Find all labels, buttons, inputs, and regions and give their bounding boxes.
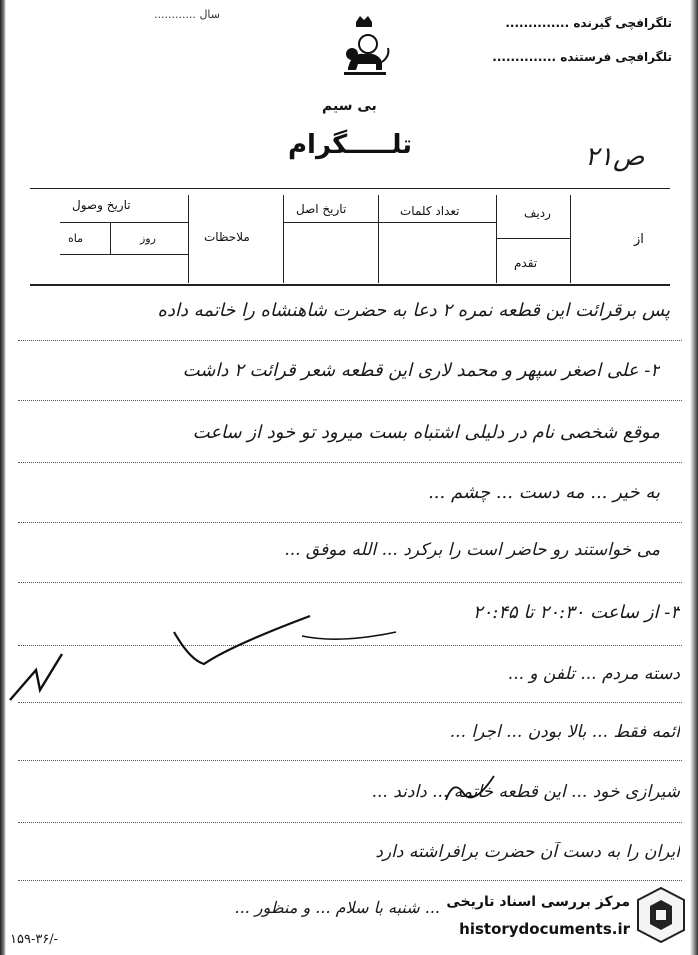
body-line: به خیر ... مه دست ... چشم ... [428,482,660,503]
body-line: موقع شخصی نام در دلیلی اشتباه بست میرود تو خود از ساعت [192,422,660,443]
margin-mark-scribble [6,650,66,710]
body-line: دسته مردم ... تلفن و ... [507,664,680,684]
day-label: روز [140,232,156,245]
remarks-label: ملاحظات [204,230,250,244]
body-line: ائمه فقط ... بالا بودن ... اجرا ... [449,722,680,742]
signature-scribble [440,770,500,810]
priority-label: تقدم [514,256,538,270]
scan-shadow-right [690,0,698,955]
row-number-label: ردیف [524,206,551,220]
receiver-operator-label: تلگرافچی گیرنده .............. [505,16,672,30]
watermark-title: مرکز بررسی اسناد تاریخی [446,894,630,910]
page-mark: ص۲۱ [585,142,645,172]
body-line: ... شنبه با سلام ... و منظور ... [234,898,440,917]
lion-and-sun-emblem [334,12,394,82]
document-title: تلـــــگرام [288,130,413,160]
document-reference-number: ۱۵۹-۳۶/- [10,932,59,947]
watermark-url: historydocuments.ir [459,920,630,938]
word-count-label: تعداد کلمات [400,204,460,218]
month-label: ماه [68,232,84,245]
scan-shadow-left [0,0,6,955]
year-label: سال ............ [153,8,220,21]
arrival-date-label: تاریخ وصول [72,198,131,212]
archive-logo-icon [636,886,686,944]
body-line: شیرازی خود ... این قطعه خاتمه ... دادند ... [371,782,680,802]
body-line: ۲- علی اصغر سپهر و محمد لاری این قطعه شعر قرائت ۲ داشت [182,360,660,381]
sender-operator-label: تلگرافچی فرستنده .............. [492,50,672,64]
body-line: ایران را به دست آن حضرت برافراشته دارد [375,842,680,862]
check-mark-scribble [170,612,320,672]
body-line: می خواستند رو حاضر است را برکرد ... الله موفق ... [284,540,660,560]
from-label: از [634,232,644,247]
body-line: ۳- از ساعت ۲۰:۳۰ تا ۲۰:۴۵ [472,602,680,623]
archive-watermark [420,880,690,950]
original-date-label: تاریخ اصل [296,202,347,216]
service-label: بی سیم [322,98,377,114]
underline-scribble [300,618,400,644]
body-line: پس برقرائت این قطعه نمره ۲ دعا به حضرت شاهنشاه را خاتمه داده [157,300,670,321]
